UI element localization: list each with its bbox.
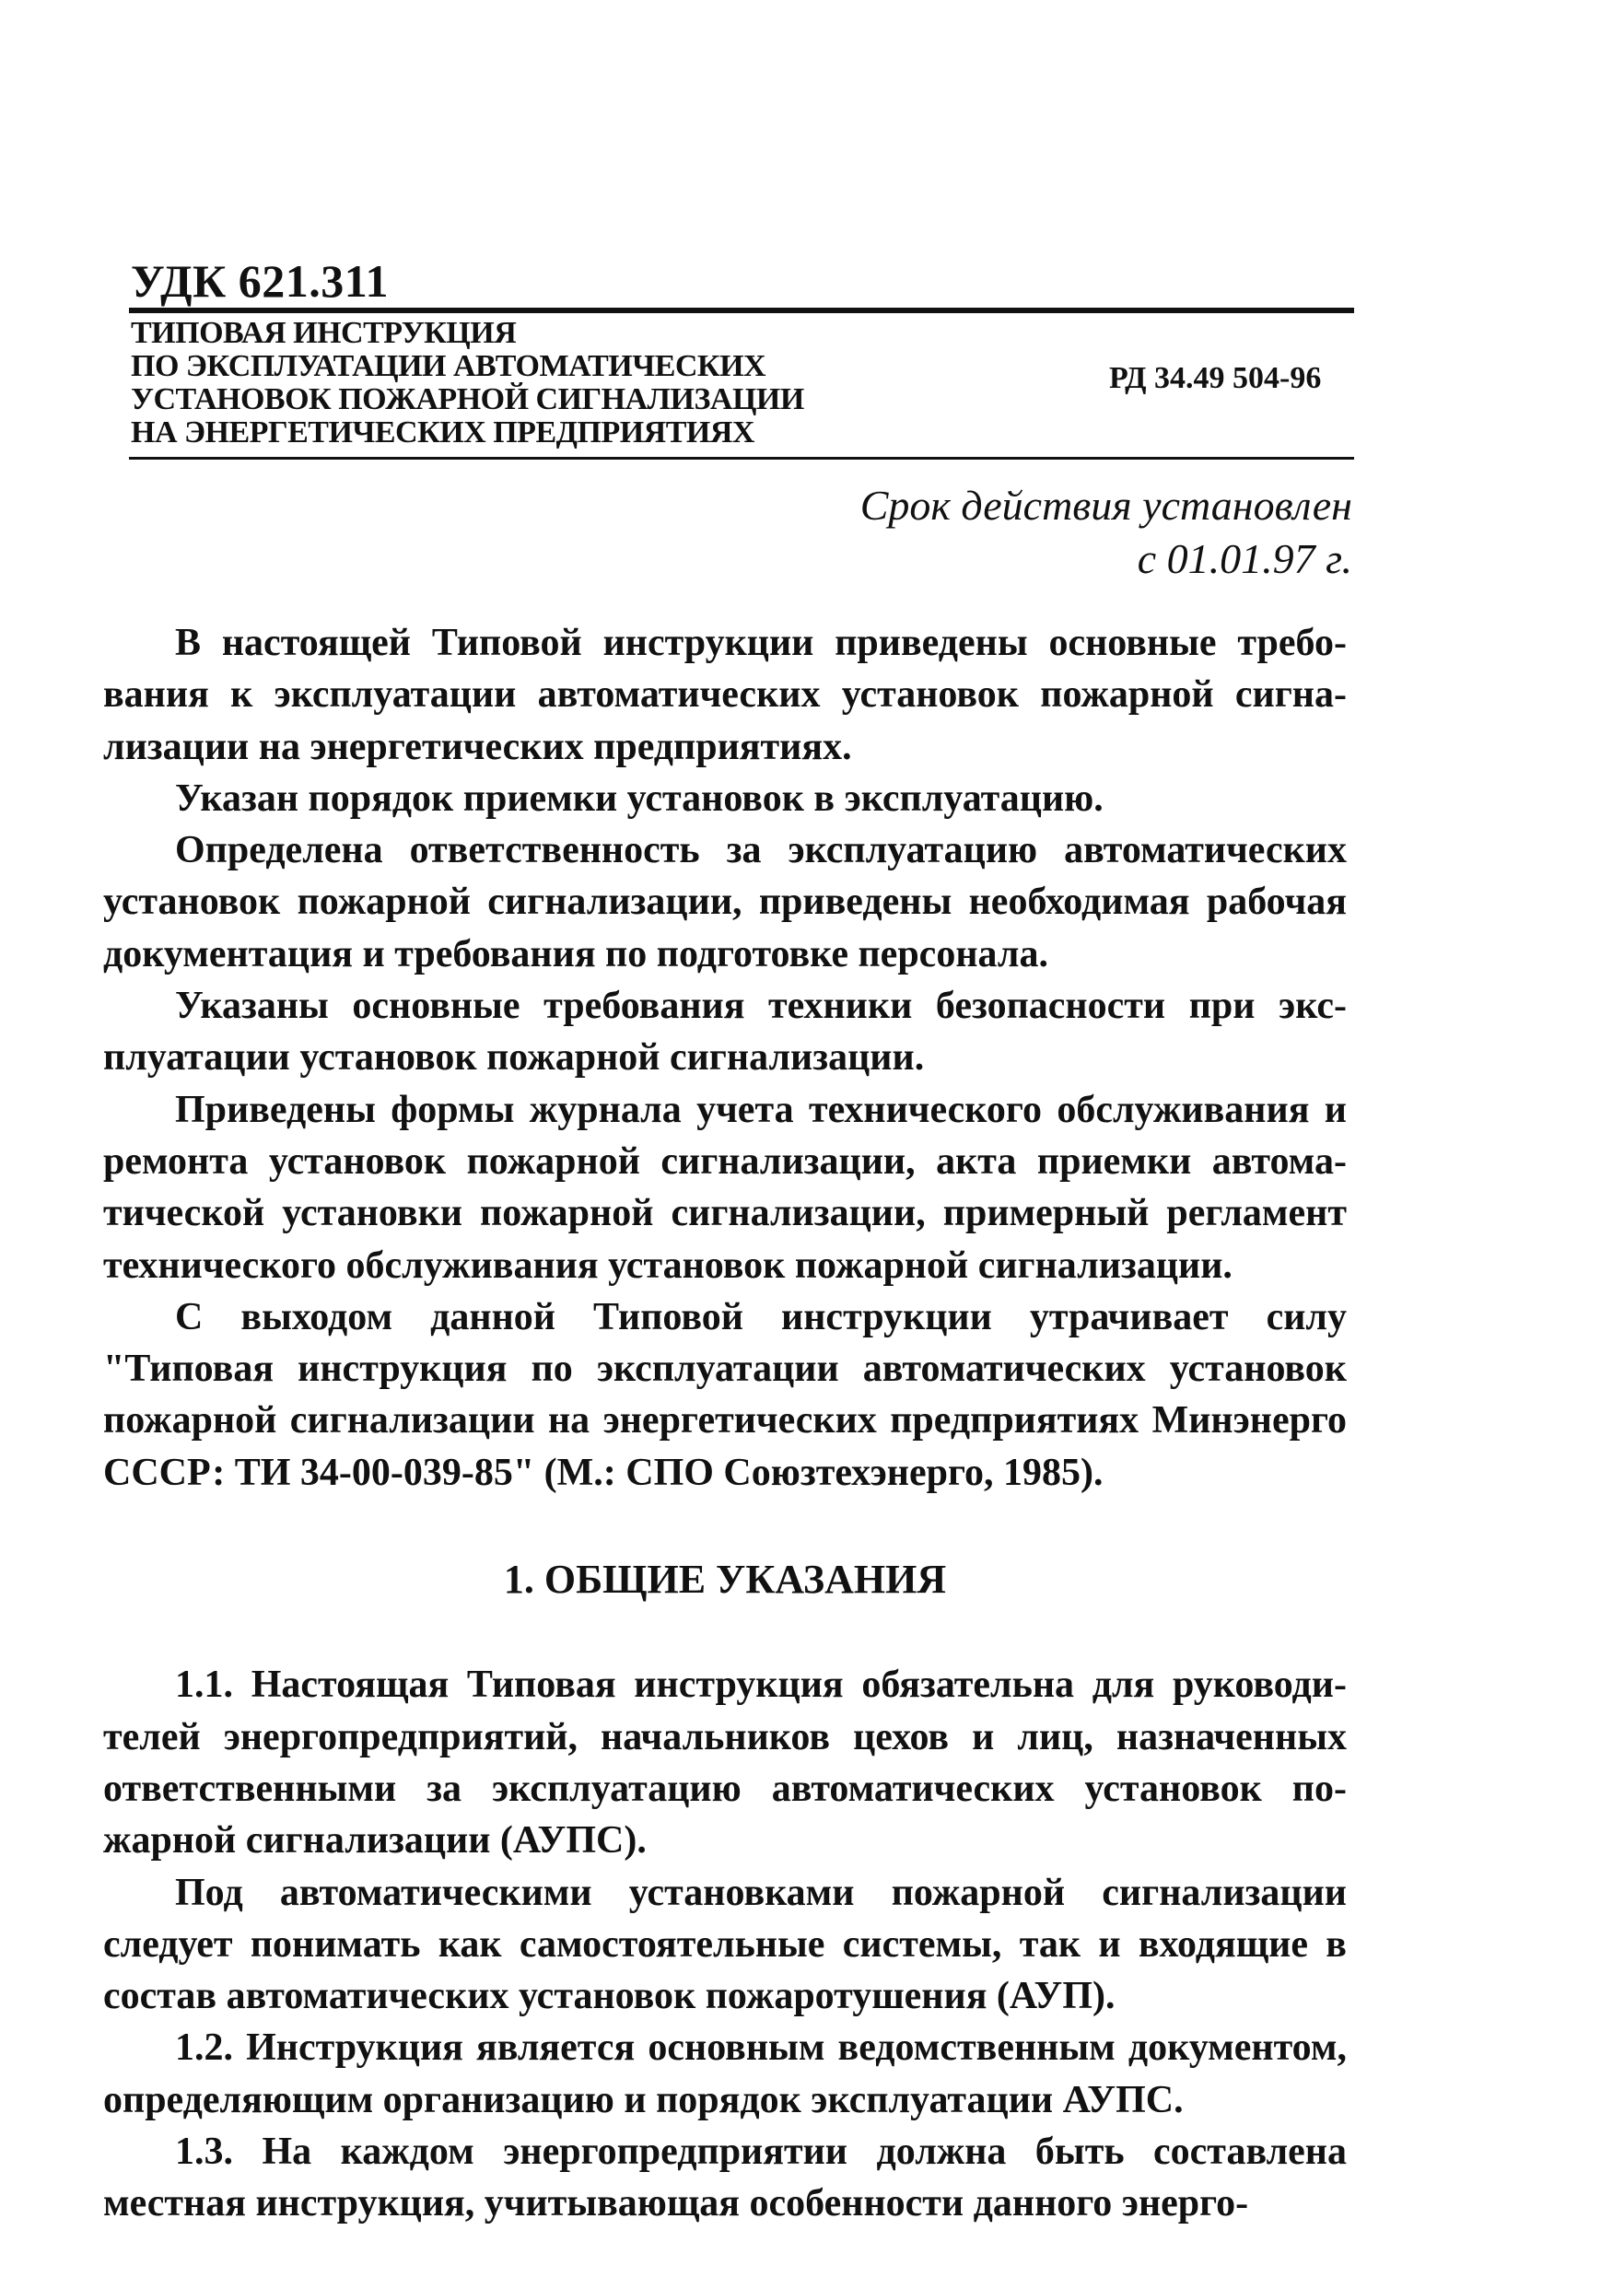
intro-paragraph: В настоящей Типовой инструкции приведены основные требования к эксплуатации автоматических установок пожарной сигнализации на энергетических предприятиях.	[103, 622, 1347, 768]
header-rule-top	[129, 308, 1354, 313]
intro-paragraph: Определена ответственность за эксплуатацию автоматических установок пожарной сигнализации, приведены необходимая рабочая документация и требования по подготовке персонала.	[103, 829, 1347, 975]
udk-code: УДК 621.311	[131, 255, 390, 307]
section-paragraph: Под автоматическими установками пожарной сигнализации следует понимать как самостоятельные системы, так и входящие в состав автоматических установок пожаротушения (АУП).	[103, 1871, 1347, 2018]
title-line: ТИПОВАЯ ИНСТРУКЦИЯ	[131, 316, 517, 350]
intro-paragraph: Указаны основные требования техники безопасности при эксплуатации установок пожарной сигнализации.	[103, 985, 1347, 1080]
intro-paragraph: Указан порядок приемки установок в эксплуатацию.	[175, 777, 1104, 820]
document-body	[103, 617, 1347, 2230]
section-paragraph: 1.3. На каждом энергопредприятии должна быть составлена местная инструкция, учитывающая особенности данного энерго-	[103, 2131, 1347, 2225]
validity-line: Срок действия установлен	[859, 482, 1352, 529]
document-code: РД 34.49 504-96	[1109, 361, 1322, 395]
title-line: НА ЭНЕРГЕТИЧЕСКИХ ПРЕДПРИЯТИЯХ	[131, 415, 754, 450]
validity-line: с 01.01.97 г.	[1137, 535, 1352, 582]
intro-paragraph: Приведены формы журнала учета технического обслуживания и ремонта установок пожарной сигнализации, акта приемки автоматической установки пожарной сигнализации, примерный регламент технического обслуживания установок пожарной сигнализации.	[103, 1088, 1347, 1287]
title-line: ПО ЭКСПЛУАТАЦИИ АВТОМАТИЧЕСКИХ	[131, 349, 766, 383]
section-paragraph: 1.2. Инструкция является основным ведомственным документом, определяющим организацию и порядок эксплуатации АУПС.	[103, 2026, 1347, 2121]
document-title	[131, 317, 960, 450]
section-title: 1. ОБЩИЕ УКАЗАНИЯ	[503, 1557, 947, 1603]
section-paragraph: 1.1. Настоящая Типовая инструкция обязательна для руководителей энергопредприятий, начальников цехов и лиц, назначенных ответственными за эксплуатацию автоматических установок пожарной сигнализации (АУПС).	[103, 1664, 1347, 1862]
validity-note	[860, 479, 1352, 586]
header-rule-bottom	[129, 457, 1354, 460]
title-line: УСТАНОВОК ПОЖАРНОЙ СИГНАЛИЗАЦИИ	[131, 382, 804, 416]
intro-paragraph: С выходом данной Типовой инструкции утрачивает силу "Типовая инструкция по эксплуатации автоматических установок пожарной сигнализации на энергетических предприятиях Минэнерго СССР: ТИ 34-00-039-85" (М.: СПО Союзтехэнерго, 1985).	[103, 1295, 1347, 1494]
